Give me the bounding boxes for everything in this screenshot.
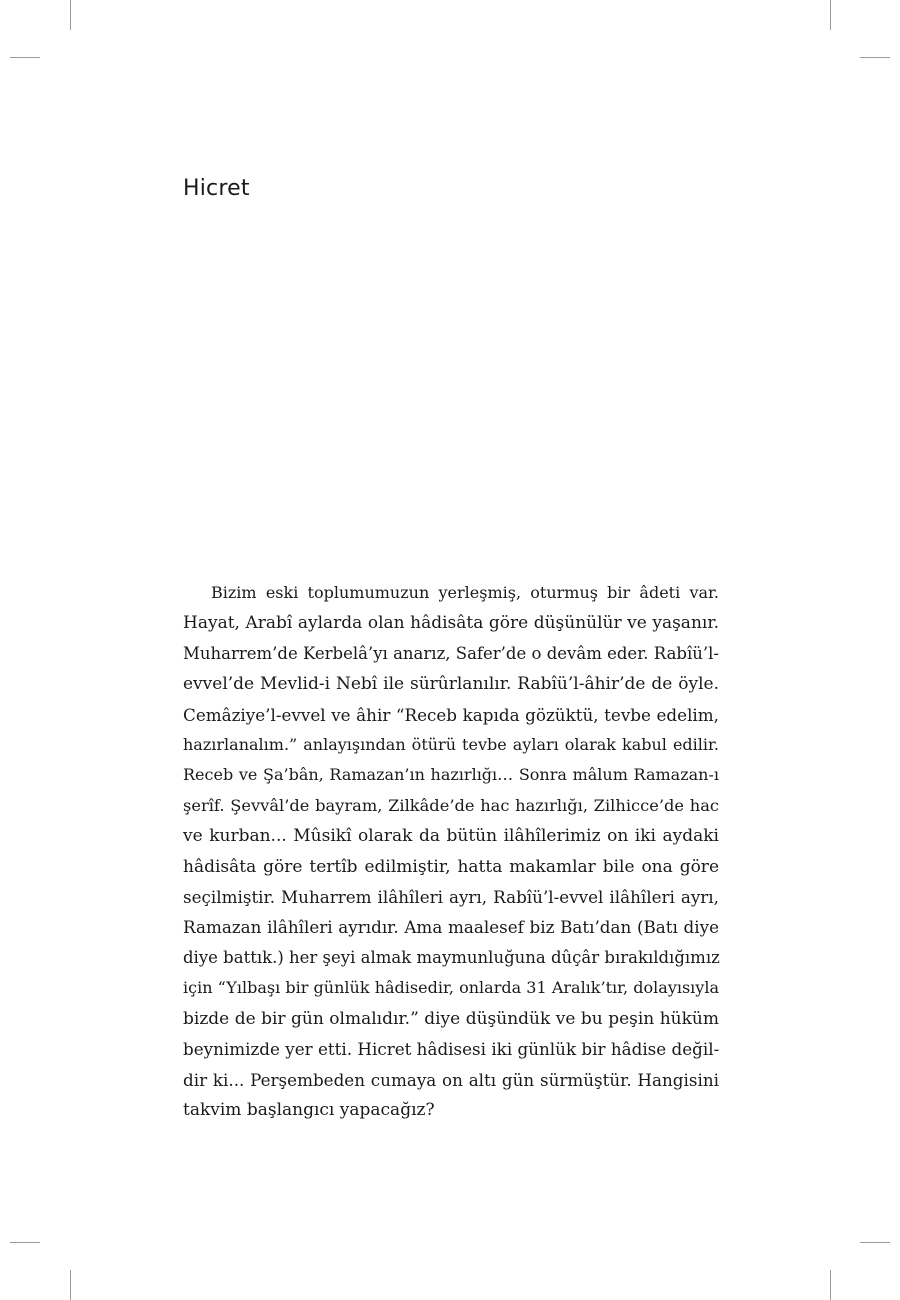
text-line: diye battık.) her şeyi almak maymunluğuna dûçâr bırakıldığımız bbox=[183, 947, 720, 967]
text-line: ve kurban... Mûsikî olarak da bütün ilâhîlerimiz on iki aydaki bbox=[183, 826, 719, 847]
crop-mark-top-left bbox=[70, 0, 71, 30]
crop-mark-bottom-right bbox=[830, 1270, 831, 1300]
crop-mark-right-upper bbox=[860, 57, 890, 58]
text-line: beynimizde yer etti. Hicret hâdisesi iki günlük bir hâdise değil- bbox=[183, 1039, 720, 1060]
text-line: seçilmiştir. Muharrem ilâhîleri ayrı, Rabîü’l-evvel ilâhîleri ayrı, bbox=[183, 887, 719, 908]
text-line: Bizim eski toplumumuzun yerleşmiş, oturmuş bir âdeti var. bbox=[211, 583, 719, 602]
text-line: Cemâziye’l-evvel ve âhir “Receb kapıda gözüktü, tevbe edelim, bbox=[183, 704, 719, 725]
text-line: için “Yılbaşı bir günlük hâdisedir, onlarda 31 Aralık’tır, dolayısıyla bbox=[183, 978, 719, 998]
text-line: Muharrem’de Kerbelâ’yı anarız, Safer’de o devâm eder. Rabîü’l- bbox=[183, 643, 719, 663]
text-line: şerîf. Şevvâl’de bayram, Zilkâde’de hac hazırlığı, Zilhicce’de hac bbox=[183, 795, 719, 815]
body-paragraph bbox=[183, 578, 719, 1125]
text-line: hazırlanalım.” anlayışından ötürü tevbe ayları olarak kabul edilir. bbox=[183, 735, 719, 755]
crop-mark-left-upper bbox=[10, 57, 40, 58]
text-line: Receb ve Şa’bân, Ramazan’ın hazırlığı… Sonra mâlum Ramazan-ı bbox=[183, 765, 719, 785]
crop-mark-left-lower bbox=[10, 1242, 40, 1243]
text-line: evvel’de Mevlid-i Nebî ile sürûrlanılır. Rabîü’l-âhir’de de öyle. bbox=[183, 674, 719, 695]
text-line: Hayat, Arabî aylarda olan hâdisâta göre düşünülür ve yaşanır. bbox=[183, 613, 719, 634]
chapter-title: Hicret bbox=[183, 176, 250, 201]
text-line: dir ki... Perşembeden cumaya on altı gün sürmüştür. Hangisini bbox=[183, 1069, 719, 1090]
text-line: Ramazan ilâhîleri ayrıdır. Ama maalesef biz Batı’dan (Batı diye bbox=[183, 917, 719, 938]
crop-mark-bottom-left bbox=[70, 1270, 71, 1300]
text-line: takvim başlangıcı yapacağız? bbox=[183, 1099, 435, 1120]
text-line: hâdisâta göre tertîb edilmiştir, hatta makamlar bile ona göre bbox=[183, 856, 719, 877]
crop-mark-top-right bbox=[830, 0, 831, 30]
text-line: bizde de bir gün olmalıdır.” diye düşündük ve bu peşin hüküm bbox=[183, 1008, 719, 1029]
crop-mark-right-lower bbox=[860, 1242, 890, 1243]
